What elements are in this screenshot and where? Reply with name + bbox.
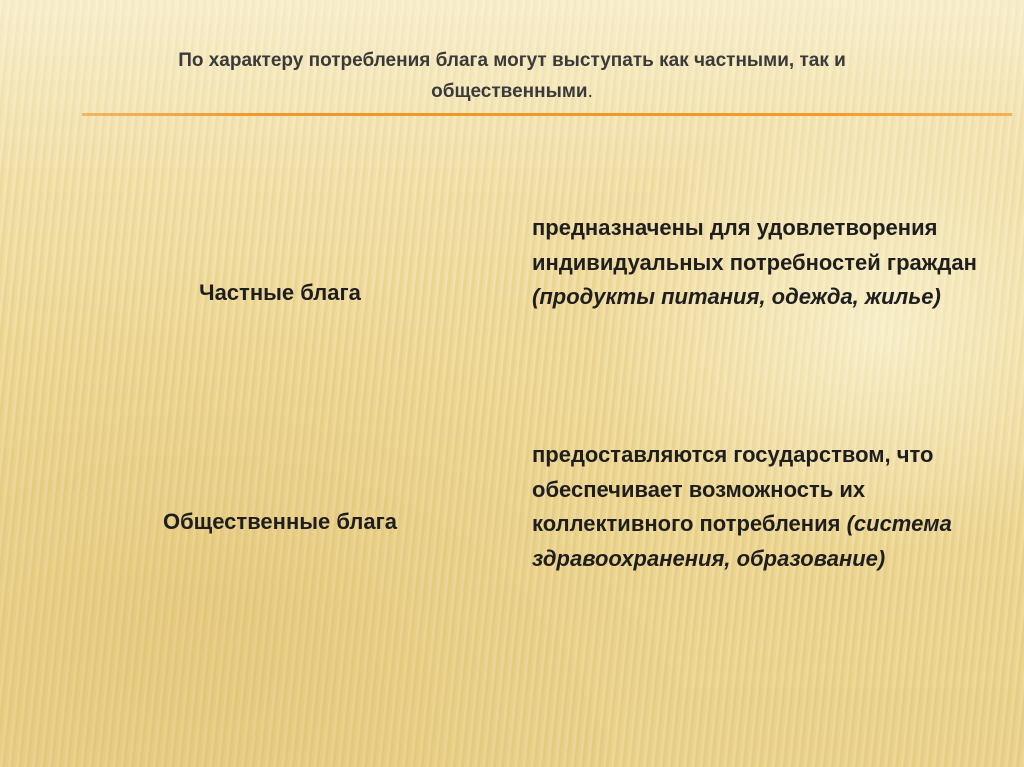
public-goods-description [532,438,1002,576]
slide-title-period: . [587,81,593,102]
slide-title-line-2 [0,76,1024,107]
private-goods-examples: (продукты питания, одежда, жилье) [532,284,941,309]
slide-title [0,45,1024,107]
public-goods-definition: предоставляются государством, что обеспечивает возможность их коллективного потребления [532,442,934,536]
private-goods-label: Частные блага [199,280,361,305]
private-goods-description [532,211,1002,315]
slide-title-line-1: По характеру потребления блага могут выступать как частными, так и [178,50,846,71]
title-divider [82,113,1012,116]
public-goods-examples: (система здравоохранения, образование) [532,511,952,571]
public-goods-label: Общественные блага [162,509,398,534]
slide-title-line-2-text: общественными [431,81,588,102]
private-goods-definition: предназначены для удовлетворения индивидуальных потребностей граждан [532,215,977,275]
